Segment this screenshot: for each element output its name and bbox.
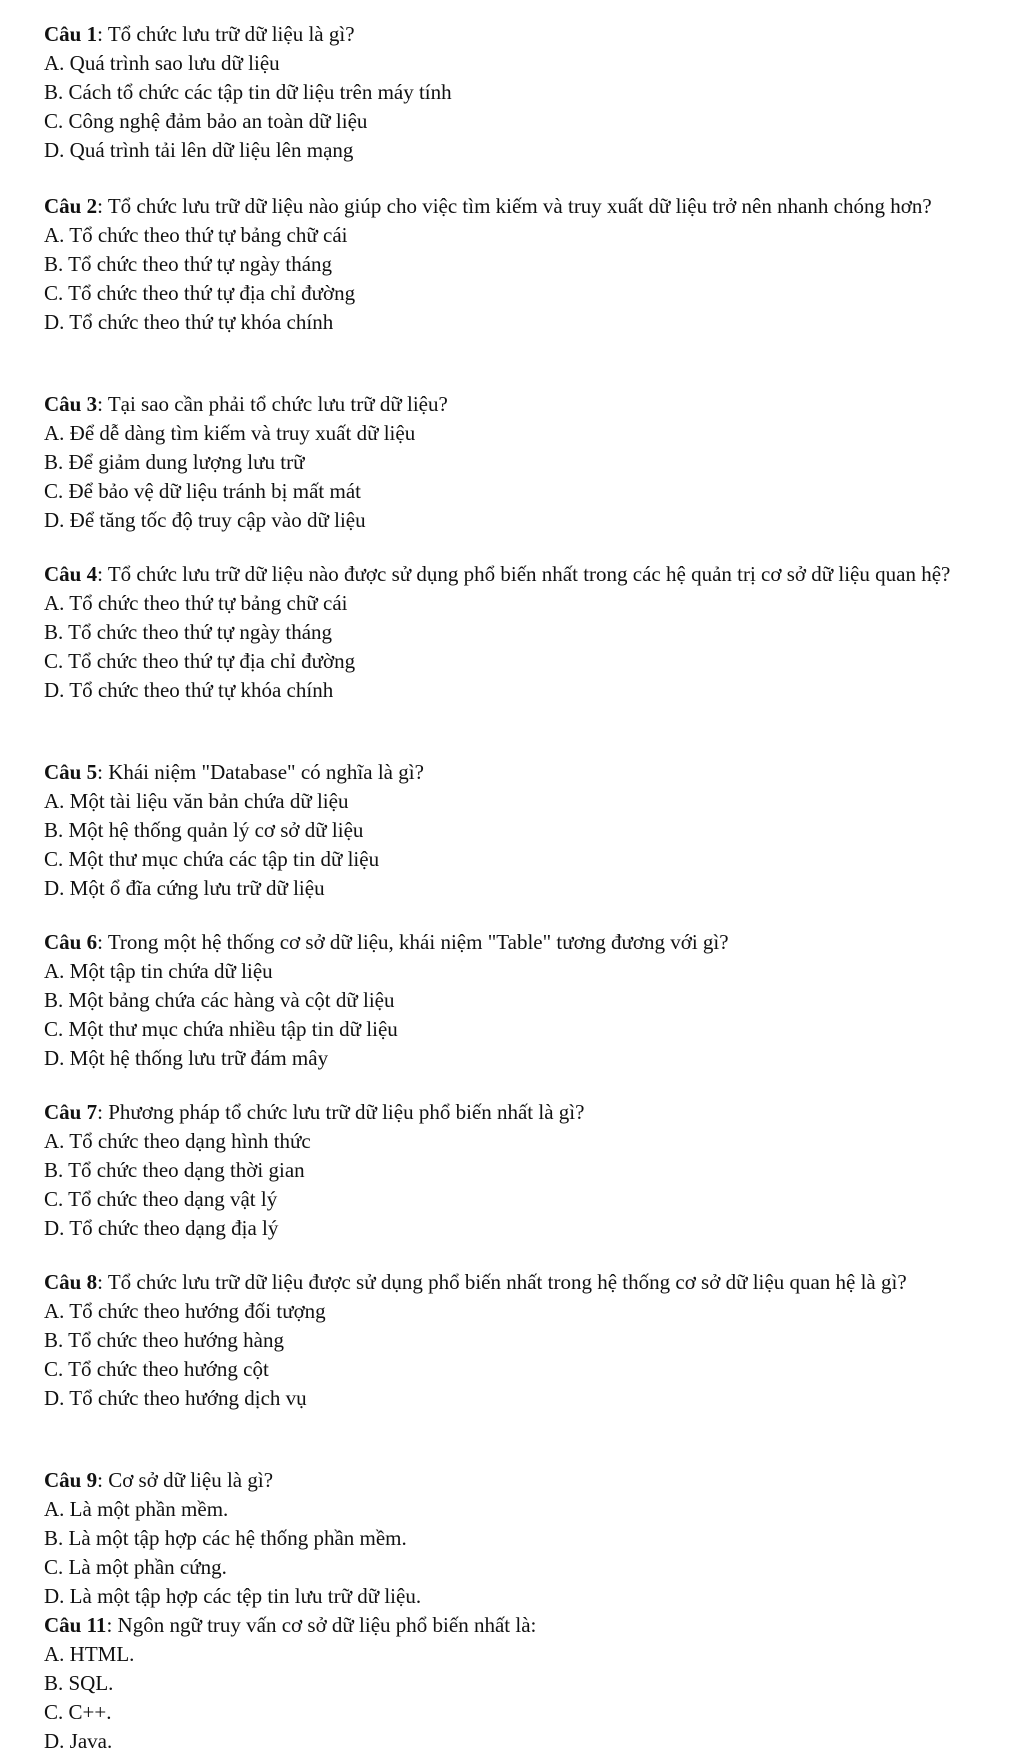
question-2-option-b: B. Tổ chức theo thứ tự ngày tháng (44, 252, 333, 276)
question-3-text: : Tại sao cần phải tổ chức lưu trữ dữ liệu? (97, 392, 448, 416)
question-9-stem (44, 1466, 988, 1495)
question-4-option-c: C. Tổ chức theo thứ tự địa chỉ đường (44, 649, 356, 673)
question-5-text: : Khái niệm "Database" có nghĩa là gì? (97, 760, 424, 784)
question-5-option-a: A. Một tài liệu văn bản chứa dữ liệu (44, 789, 349, 813)
question-11-option-b: B. SQL. (44, 1671, 114, 1695)
question-7 (44, 1098, 988, 1243)
question-9-option-b: B. Là một tập hợp các hệ thống phần mềm. (44, 1526, 407, 1550)
question-2 (44, 192, 988, 337)
question-9-text: : Cơ sở dữ liệu là gì? (97, 1468, 274, 1492)
question-9-option-c: C. Là một phần cứng. (44, 1555, 227, 1579)
question-11-stem (44, 1611, 988, 1640)
question-11 (44, 1611, 988, 1756)
question-3-option-c: C. Để bảo vệ dữ liệu tránh bị mất mát (44, 479, 361, 503)
question-9 (44, 1466, 988, 1611)
question-4 (44, 560, 988, 705)
question-7-option-b: B. Tổ chức theo dạng thời gian (44, 1158, 305, 1182)
question-1-text: : Tổ chức lưu trữ dữ liệu là gì? (97, 22, 355, 46)
question-7-stem (44, 1098, 988, 1127)
question-4-option-b: B. Tổ chức theo thứ tự ngày tháng (44, 620, 333, 644)
question-6-number: Câu 6 (44, 930, 98, 954)
question-3-option-b: B. Để giảm dung lượng lưu trữ (44, 450, 305, 474)
question-4-stem (44, 560, 988, 589)
question-11-option-c: C. C++. (44, 1700, 112, 1724)
question-4-option-a: A. Tổ chức theo thứ tự bảng chữ cái (44, 591, 348, 615)
question-8-text: : Tổ chức lưu trữ dữ liệu được sử dụng phổ biến nhất trong hệ thống cơ sở dữ liệu quan hệ là gì? (97, 1270, 907, 1294)
question-2-option-a: A. Tổ chức theo thứ tự bảng chữ cái (44, 223, 348, 247)
question-2-stem (44, 192, 988, 221)
question-6-option-c: C. Một thư mục chứa nhiều tập tin dữ liệu (44, 1017, 398, 1041)
question-2-number: Câu 2 (44, 194, 98, 218)
question-1 (44, 20, 988, 165)
question-6-stem (44, 928, 988, 957)
question-8-option-d: D. Tổ chức theo hướng dịch vụ (44, 1386, 307, 1410)
question-1-option-b: B. Cách tổ chức các tập tin dữ liệu trên máy tính (44, 80, 452, 104)
question-8 (44, 1268, 988, 1413)
question-6-option-a: A. Một tập tin chứa dữ liệu (44, 959, 273, 983)
question-3-stem (44, 390, 988, 419)
question-1-option-d: D. Quá trình tải lên dữ liệu lên mạng (44, 138, 354, 162)
question-8-number: Câu 8 (44, 1270, 98, 1294)
question-9-number: Câu 9 (44, 1468, 98, 1492)
question-2-text: : Tổ chức lưu trữ dữ liệu nào giúp cho việc tìm kiếm và truy xuất dữ liệu trở nên nhanh chóng hơn? (97, 194, 932, 218)
question-11-number: Câu 11 (44, 1613, 107, 1637)
question-3-option-a: A. Để dễ dàng tìm kiếm và truy xuất dữ liệu (44, 421, 416, 445)
question-6-option-b: B. Một bảng chứa các hàng và cột dữ liệu (44, 988, 395, 1012)
question-7-option-c: C. Tổ chức theo dạng vật lý (44, 1187, 278, 1211)
question-4-number: Câu 4 (44, 562, 98, 586)
question-6-option-d: D. Một hệ thống lưu trữ đám mây (44, 1046, 329, 1070)
question-1-stem (44, 20, 988, 49)
question-5-number: Câu 5 (44, 760, 98, 784)
question-1-option-c: C. Công nghệ đảm bảo an toàn dữ liệu (44, 109, 368, 133)
question-7-option-d: D. Tổ chức theo dạng địa lý (44, 1216, 279, 1240)
question-6-text: : Trong một hệ thống cơ sở dữ liệu, khái niệm "Table" tương đương với gì? (97, 930, 729, 954)
question-5 (44, 758, 988, 903)
question-5-option-b: B. Một hệ thống quản lý cơ sở dữ liệu (44, 818, 364, 842)
question-9-option-d: D. Là một tập hợp các tệp tin lưu trữ dữ liệu. (44, 1584, 422, 1608)
question-5-stem (44, 758, 988, 787)
question-5-option-d: D. Một ổ đĩa cứng lưu trữ dữ liệu (44, 876, 325, 900)
question-3-number: Câu 3 (44, 392, 98, 416)
question-3-option-d: D. Để tăng tốc độ truy cập vào dữ liệu (44, 508, 366, 532)
question-2-option-d: D. Tổ chức theo thứ tự khóa chính (44, 310, 334, 334)
question-6 (44, 928, 988, 1073)
question-9-option-a: A. Là một phần mềm. (44, 1497, 229, 1521)
question-7-number: Câu 7 (44, 1100, 98, 1124)
question-4-option-d: D. Tổ chức theo thứ tự khóa chính (44, 678, 334, 702)
question-7-option-a: A. Tổ chức theo dạng hình thức (44, 1129, 311, 1153)
question-7-text: : Phương pháp tổ chức lưu trữ dữ liệu phổ biến nhất là gì? (97, 1100, 585, 1124)
question-11-option-a: A. HTML. (44, 1642, 135, 1666)
question-4-text: : Tổ chức lưu trữ dữ liệu nào được sử dụng phổ biến nhất trong các hệ quản trị cơ sở dữ liệu quan hệ? (97, 562, 951, 586)
question-5-option-c: C. Một thư mục chứa các tập tin dữ liệu (44, 847, 380, 871)
question-1-option-a: A. Quá trình sao lưu dữ liệu (44, 51, 280, 75)
question-11-option-d: D. Java. (44, 1729, 113, 1753)
question-8-option-b: B. Tổ chức theo hướng hàng (44, 1328, 284, 1352)
question-8-stem (44, 1268, 988, 1297)
question-8-option-a: A. Tổ chức theo hướng đối tượng (44, 1299, 326, 1323)
question-8-option-c: C. Tổ chức theo hướng cột (44, 1357, 269, 1381)
question-2-option-c: C. Tổ chức theo thứ tự địa chỉ đường (44, 281, 356, 305)
question-11-text: : Ngôn ngữ truy vấn cơ sở dữ liệu phổ biến nhất là: (106, 1613, 537, 1637)
question-3 (44, 390, 988, 535)
question-1-number: Câu 1 (44, 22, 98, 46)
